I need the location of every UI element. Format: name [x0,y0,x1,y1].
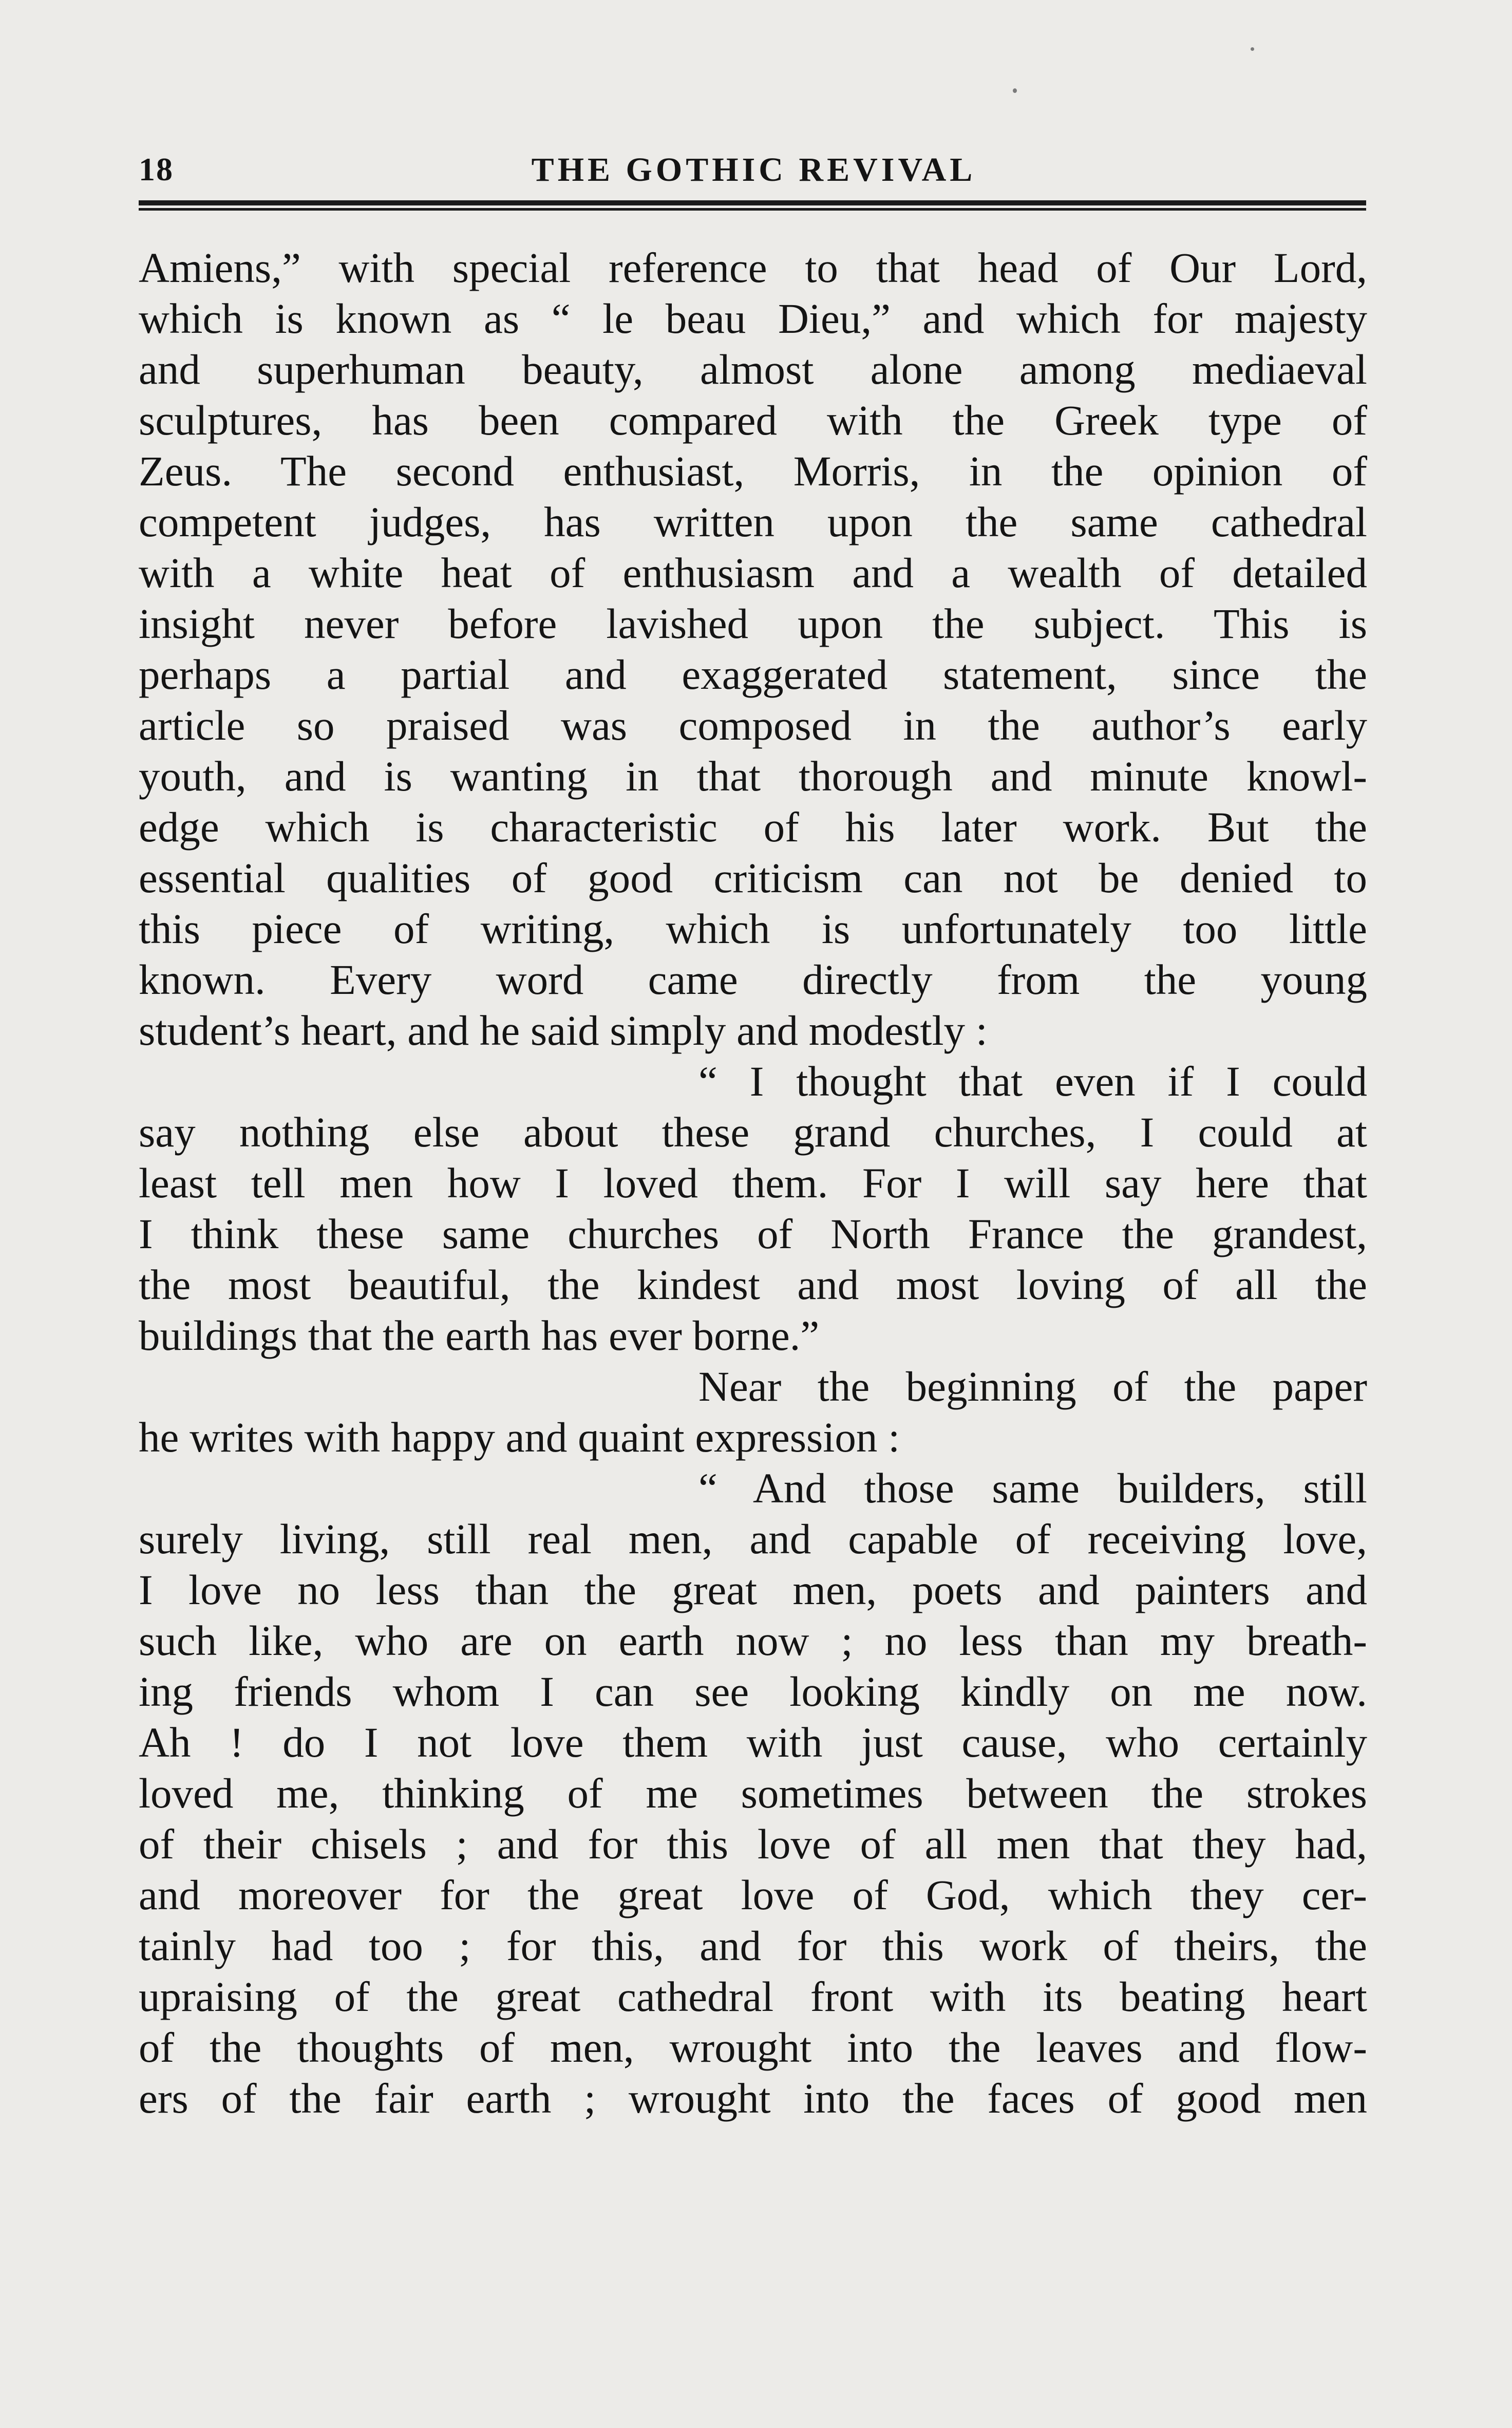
text-line: the most beautiful, the kindest and most loving of all the [139,1261,1367,1308]
page-number: 18 [139,151,174,187]
header-rule [139,200,1366,205]
text-line: perhaps a partial and exaggerated statement, since the [139,651,1367,698]
text-line: he writes with happy and quaint expression : [139,1414,900,1461]
quote-opening-line: “ And those same builders, still [698,1464,1367,1512]
paper-speck [1251,47,1254,51]
text-line: Zeus. The second enthusiast, Morris, in the opinion of [139,447,1367,495]
text-line: edge which is characteristic of his later work. But the [139,803,1367,851]
text-line: essential qualities of good criticism can not be denied to [139,854,1367,901]
text-line: sculptures, has been compared with the Greek type of [139,397,1367,444]
paragraph-opening-line: Near the beginning of the paper [698,1363,1367,1410]
text-line: student’s heart, and he said simply and modestly : [139,1007,988,1054]
text-line: loved me, thinking of me sometimes between the strokes [139,1770,1367,1817]
text-line: say nothing else about these grand churches, I could at [139,1108,1367,1156]
text-line: buildings that the earth has ever borne.” [139,1312,820,1359]
text-line: tainly had too ; for this, and for this work of theirs, the [139,1922,1367,1969]
text-line: Amiens,” with special reference to that head of Our Lord, [139,244,1367,291]
text-line: insight never before lavished upon the subject. This is [139,600,1367,647]
text-line: of the thoughts of men, wrought into the leaves and flow- [139,2024,1367,2071]
text-line: and superhuman beauty, almost alone among mediaeval [139,346,1367,393]
text-line: ers of the fair earth ; wrought into the faces of good men [139,2075,1367,2122]
text-line: competent judges, has written upon the same cathedral [139,498,1367,545]
text-line: youth, and is wanting in that thorough and minute knowl- [139,752,1367,800]
text-line: and moreover for the great love of God, which they cer- [139,1871,1367,1918]
text-line: with a white heat of enthusiasm and a wealth of detailed [139,549,1367,596]
text-line: ing friends whom I can see looking kindly on me now. [139,1668,1367,1715]
text-line: I love no less than the great men, poets and painters and [139,1566,1367,1613]
quote-opening-line: “ I thought that even if I could [698,1058,1367,1105]
text-line: least tell men how I loved them. For I will say here that [139,1159,1367,1207]
running-head: THE GOTHIC REVIVAL [531,151,976,189]
text-line: surely living, still real men, and capable of receiving love, [139,1515,1367,1563]
text-line: known. Every word came directly from the young [139,956,1367,1003]
text-line: such like, who are on earth now ; no less than my breath- [139,1617,1367,1664]
text-line: of their chisels ; and for this love of all men that they had, [139,1820,1367,1868]
text-line: upraising of the great cathedral front with its beating heart [139,1973,1367,2020]
body-text [139,242,1367,2124]
text-line: Ah ! do I not love them with just cause, who certainly [139,1719,1367,1766]
text-line: article so praised was composed in the author’s early [139,702,1367,749]
paper-speck [1013,88,1017,93]
text-line: I think these same churches of North France the grandest, [139,1210,1367,1257]
text-line: which is known as “ le beau Dieu,” and which for majesty [139,295,1367,342]
text-line: this piece of writing, which is unfortunately too little [139,905,1367,952]
page-header [139,141,1369,193]
header-rule-thin [139,208,1366,211]
